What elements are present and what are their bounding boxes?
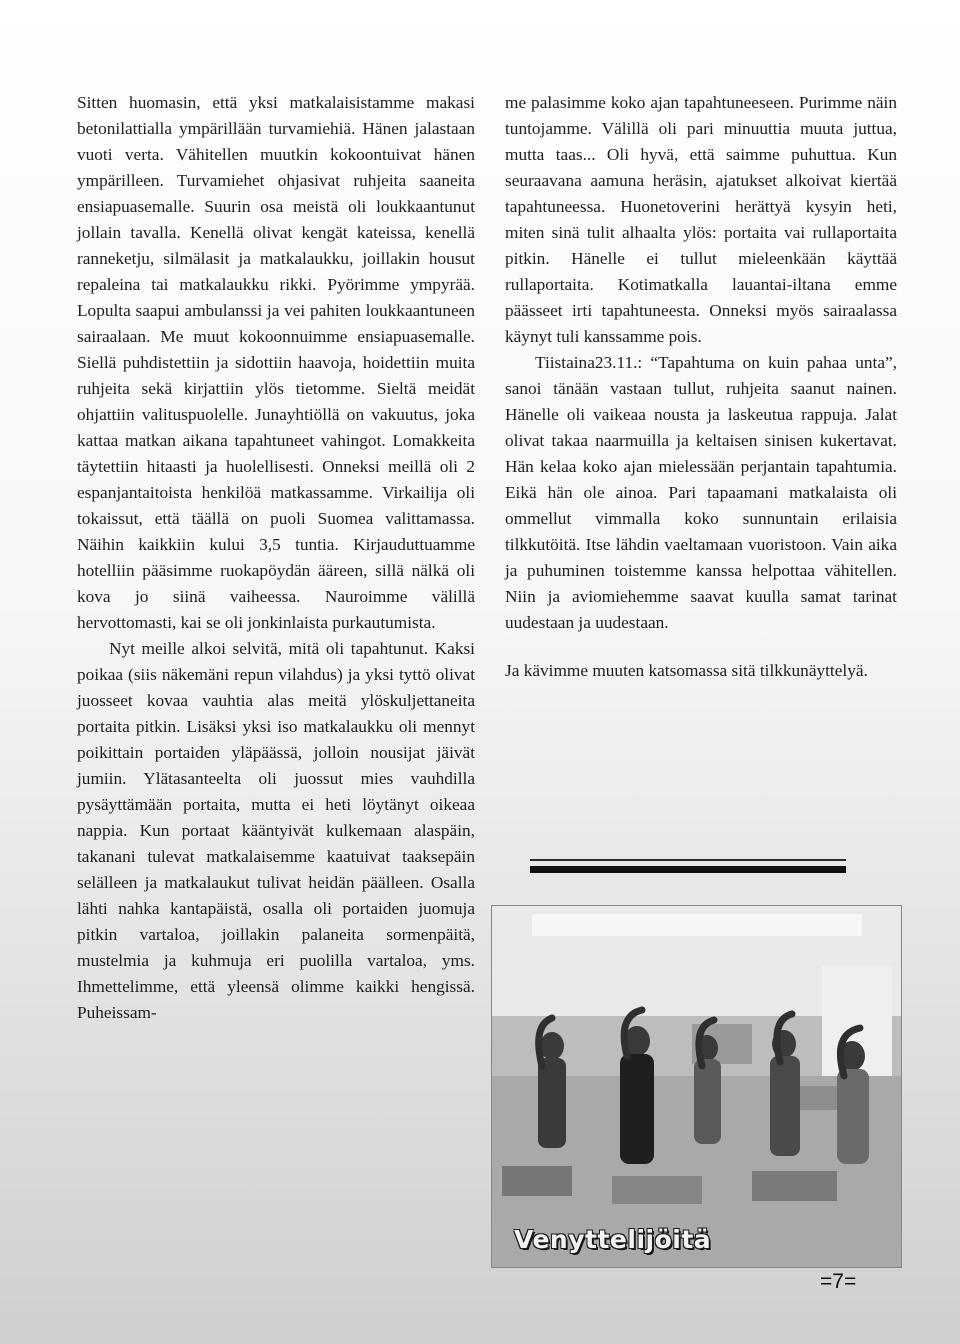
photo-illustration [492, 906, 901, 1267]
photo-caption: Venyttelijöitä [514, 1225, 712, 1254]
divider-thick [530, 866, 846, 873]
right-text-column [505, 90, 897, 684]
left-text-column [77, 90, 475, 1026]
right-paragraph-3: Ja kävimme muuten katsomassa sitä tilkkunäyttelyä. [505, 661, 868, 680]
right-paragraph-1: me palasimme koko ajan tapahtuneeseen. Purimme näin tuntojamme. Välillä oli pari minuuttia muuta juttua, mutta taas... Oli hyvä, että saimme puhuttua. Kun seuraavana aamuna heräsin, ajatukset alkoivat kiertää tapahtuneessa. Huonetoverini herättyä kysyin heti, miten sinä tulit alhaalta ylös: portaita vai rullaportaita pitkin. Hänelle ei tullut mieleenkään käyttää rullaportaita. Kotimatkalla lauantai-iltana emme päässeet irti tapahtuneesta. Onneksi myös sairaalassa käynyt tuli kanssamme pois. [505, 93, 897, 346]
divider-thin [530, 859, 846, 861]
left-paragraph-2: Nyt meille alkoi selvitä, mitä oli tapahtunut. Kaksi poikaa (siis näkemäni repun vilahdus) ja yksi tyttö olivat juosseet kovaa vauhtia alas meitä ylöskuljettaneita portaita pitkin. Lisäksi yksi iso matkalaukku oli mennyt poikittain portaiden yläpäässä, jolloin nousijat jäivät jumiin. Ylätasanteelta oli juossut mies vauhdilla pysäyttämään portaita, mutta ei heti löytänyt oikeaa nappia. Kun portaat kääntyivät kulkemaan alaspäin, takanani tulevat matkalaisemme kaatuivat taaksepäin selälleen ja matkalaukut tulivat heidän päälleen. Osalla lähti nahka kantapäistä, osalla oli portaiden juomuja pitkin vartaloa, joillakin palaneita sormenpäitä, mustelmia ja kuhmuja eri puolilla vartaloa, yms. Ihmettelimme, että yleensä olimme kaikki hengissä. Puheissam- [77, 639, 475, 1022]
page-number: =7= [820, 1270, 857, 1293]
stretching-class-photo [491, 905, 902, 1268]
left-paragraph-1: Sitten huomasin, että yksi matkalaisistamme makasi betonilattialla ympärillään turvamiehiä. Hänen jalastaan vuoti verta. Vähitellen muutkin kokoontuivat hänen ympärilleen. Turvamiehet ohjasivat ruhjeita saaneita ensiapuasemalle. Suurin osa meistä oli loukkaantunut jollain tavalla. Kenellä olivat kengät kateissa, kenellä ranneketju, silmälasit ja matkalaukku, joillakin housut repaleina tai matkalaukku rikki. Pyörimme ympyrää. Lopulta saapui ambulanssi ja vei pahiten loukkaantuneen sairaalaan. Me muut kokoonnuimme ensiapuasemalle. Siellä puhdistettiin ja sidottiin haavoja, hoidettiin muita ruhjeita sekä kirjattiin ylös tietomme. Sieltä meidät ohjattiin valituspuolelle. Junayhtiöllä on vakuutus, joka kattaa matkan aikana tapahtuneet vahingot. Lomakkeita täytettiin hitaasti ja huolellisesti. Onneksi meillä oli 2 espanjantaitoista henkilöä matkassamme. Virkailija oli tokaissut, että täällä on puoli Suomea valittamassa. Näihin kaikkiin kului 3,5 tuntia. Kirjauduttuamme hotelliin pääsimme ruokapöydän ääreen, sillä nälkä oli kova jo siinä vaiheessa. Nauroimme välillä hervottomasti, kai se oli jonkinlaista purkautumista. [77, 93, 475, 632]
right-paragraph-2: Tiistaina23.11.: “Tapahtuma on kuin pahaa unta”, sanoi tänään vastaan tullut, ruhjeita saanut nainen. Hänelle oli vaikeaa nousta ja laskeutua rappuja. Jalat olivat takaa naarmuilla ja keltaisen sinisen kukertavat. Hän kelaa koko ajan mielessään perjantain tapahtumia. Eikä hän ole ainoa. Pari tapaamani matkalaista oli ommellut vimmalla koko sunnuntain erilaisia tilkkutöitä. Itse lähdin vaeltamaan vuoristoon. Vain aika ja puhuminen toistemme kanssa helpottaa vähitellen. Niin ja aviomiehemme saavat kuulla samat tarinat uudestaan ja uudestaan. [505, 353, 897, 632]
